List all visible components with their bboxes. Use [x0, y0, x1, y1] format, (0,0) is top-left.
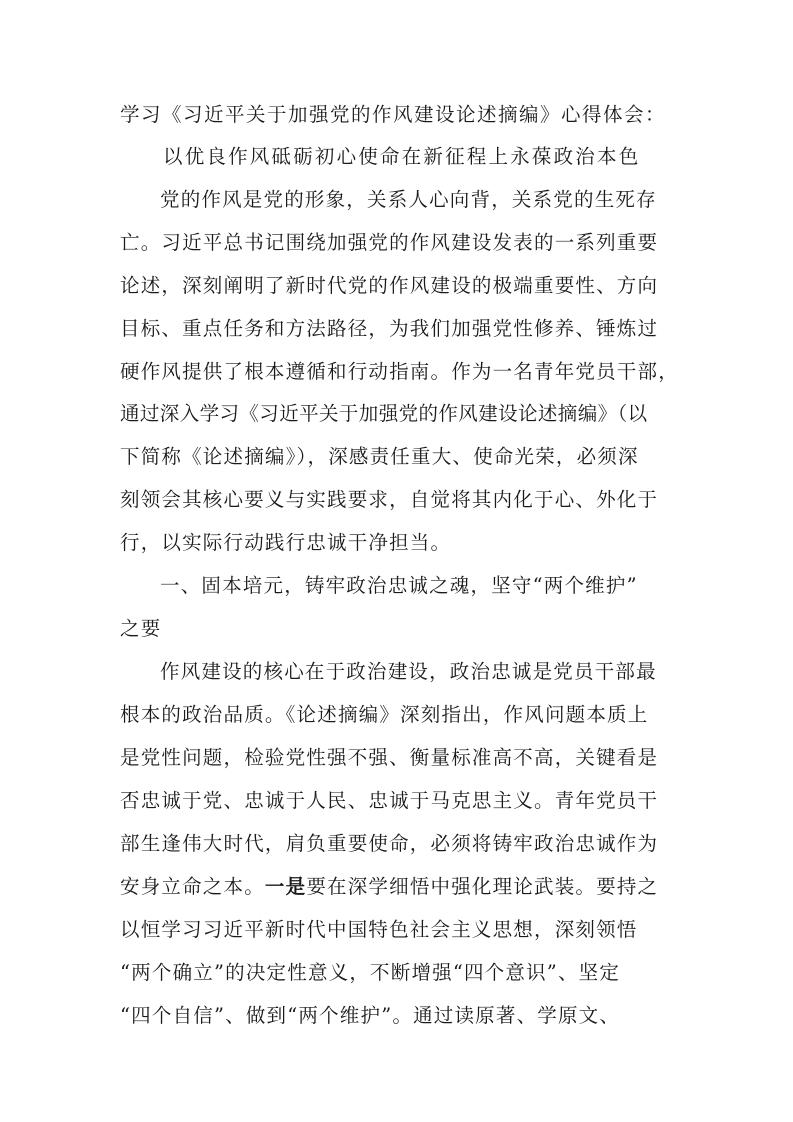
- paragraph-line: “两个确立”的决定性意义，不断增强“四个意识”、坚定: [120, 961, 621, 984]
- paragraph-line: [120, 875, 658, 899]
- section-heading-line: 之要: [120, 617, 162, 640]
- emphasis-text: 一是: [264, 875, 307, 898]
- paragraph-line: 行，以实际行动践行忠诚干净担当。: [120, 531, 452, 554]
- paragraph-line: 以恒学习习近平新时代中国特色社会主义思想，深刻领悟: [120, 918, 638, 941]
- paragraph-line: “四个自信”、做到“两个维护”。通过读原著、学原文、: [120, 1004, 621, 1027]
- document-title-line-2: 以优良作风砥砺初心使命在新征程上永葆政治本色: [163, 145, 641, 168]
- paragraph-line: 作风建设的核心在于政治建设，政治忠诚是党员干部最: [160, 660, 657, 683]
- paragraph-line: 亡。习近平总书记围绕加强党的作风建设发表的一系列重要: [120, 231, 659, 254]
- paragraph-line: 根本的政治品质。《论述摘编》深刻指出，作风问题本质上: [120, 703, 649, 726]
- paragraph-text: 安身立命之本。: [120, 875, 265, 898]
- paragraph-line: 下简称《论述摘编》），深感责任重大、使命光荣，必须深: [120, 445, 639, 468]
- paragraph-line: 部生逢伟大时代，肩负重要使命，必须将铸牢政治忠诚作为: [120, 832, 659, 855]
- paragraph-line: 党的作风是党的形象，关系人心向背，关系党的生死存: [160, 188, 657, 211]
- document-title-line-1: 学习《习近平关于加强党的作风建设论述摘编》心得体会：: [120, 103, 667, 126]
- paragraph-line: 论述，深刻阐明了新时代党的作风建设的极端重要性、方向: [120, 274, 659, 297]
- paragraph-line: 硬作风提供了根本遵循和行动指南。作为一名青年党员干部，: [120, 360, 679, 383]
- section-heading-line: 一、固本培元，铸牢政治忠诚之魂，坚守“两个维护”: [160, 574, 638, 597]
- paragraph-line: 通过深入学习《习近平关于加强党的作风建设论述摘编》（以: [120, 402, 648, 425]
- paragraph-line: 刻领会其核心要义与实践要求，自觉将其内化于心、外化于: [120, 488, 659, 511]
- paragraph-line: 目标、重点任务和方法路径，为我们加强党性修养、锤炼过: [120, 317, 659, 340]
- paragraph-line: 是党性问题，检验党性强不强、衡量标准高不高，关键看是: [120, 746, 659, 769]
- paragraph-line: 否忠诚于党、忠诚于人民、忠诚于马克思主义。青年党员干: [120, 789, 659, 812]
- paragraph-text: 要在深学细悟中强化理论武装。要持之: [306, 875, 659, 898]
